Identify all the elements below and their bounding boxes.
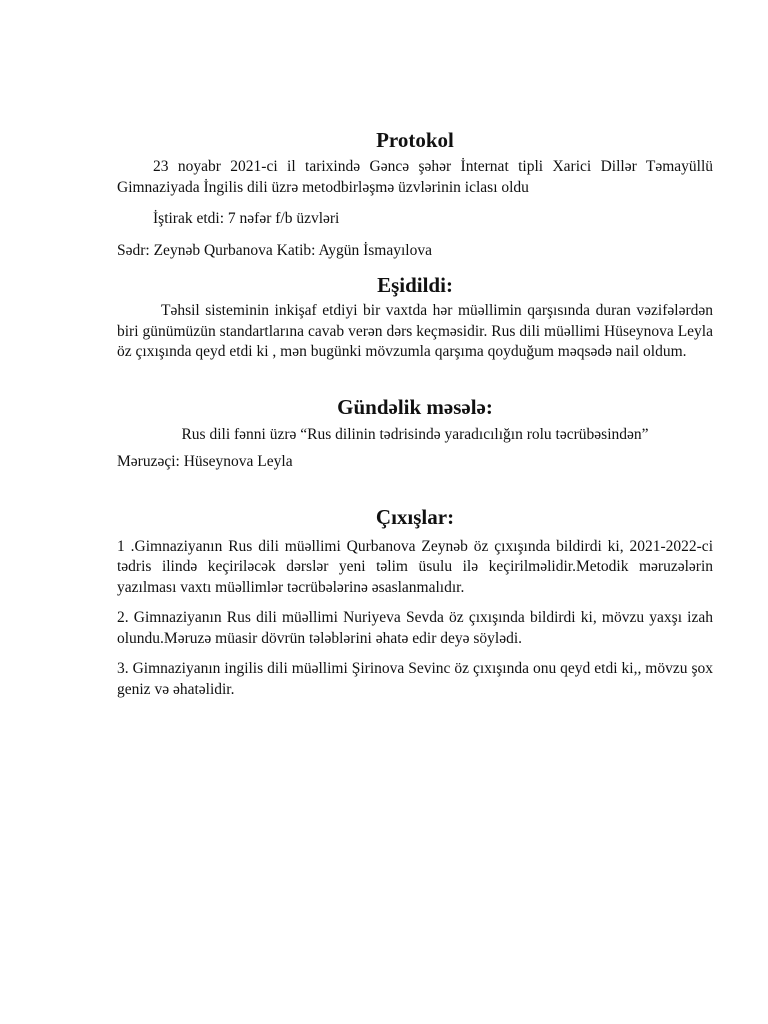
heard-heading: Eşidildi:	[377, 273, 453, 297]
speech-item-2: 2. Gimnaziyanın Rus dili müəllimi Nuriyeva Sevda öz çıxışında bildirdi ki, mövzu yaxşı izah olundu.Məruzə müasir dövrün tələblərini əhatə edir deyə söylədi.	[117, 609, 713, 647]
protocol-document	[117, 126, 713, 700]
agenda-heading: Gündəlik məsələ:	[337, 394, 493, 419]
document-title: Protokol	[376, 128, 454, 152]
intro-paragraph: 23 noyabr 2021-ci il tarixində Gəncə şəhər İnternat tipli Xarici Dillər Təmayüllü Gimnaziyada İngilis dili üzrə metodbirləşmə üzvlərinin iclası oldu	[117, 158, 713, 196]
speech-item-1: 1 .Gimnaziyanın Rus dili müəllimi Qurbanova Zeynəb öz çıxışında bildirdi ki, 2021-2022-ci tədris ilində keçiriləcək dərslər yeni təlim üsulu ilə keçirilməlidir.Metodik məruzələrin yazılması vaxtı müəllimlər təcrübələrinə əsaslanmalıdır.	[117, 537, 713, 596]
heard-paragraph: Təhsil sisteminin inkişaf etdiyi bir vaxtda hər müəllimin qarşısında duran vəzifələrdən biri günümüzün standartlarına cavab verən dərs keçməsidir. Rus dili müəllimi Hüseynova Leyla öz çıxışında qeyd etdi ki , mən bugünki mövzumla qarşıma qoyduğum məqsədə nail oldum.	[117, 302, 713, 360]
speeches-heading: Çıxışlar:	[375, 504, 455, 529]
attendance-line: İştirak etdi: 7 nəfər f/b üzvləri	[153, 210, 340, 227]
speech-item-3: 3. Gimnaziyanın ingilis dili müəllimi Şirinova Sevinc öz çıxışında onu qeyd etdi ki,, mövzu şox geniz və əhatəlidir.	[117, 660, 713, 698]
chair-secretary-line: Sədr: Zeynəb Qurbanova Katib: Aygün İsmayılova	[117, 241, 432, 259]
agenda-topic: Rus dili fənni üzrə “Rus dilinin tədrisində yaradıcılığın rolu təcrübəsindən”	[181, 425, 649, 443]
speaker-line: Məruzəçi: Hüseynova Leyla	[117, 453, 293, 470]
